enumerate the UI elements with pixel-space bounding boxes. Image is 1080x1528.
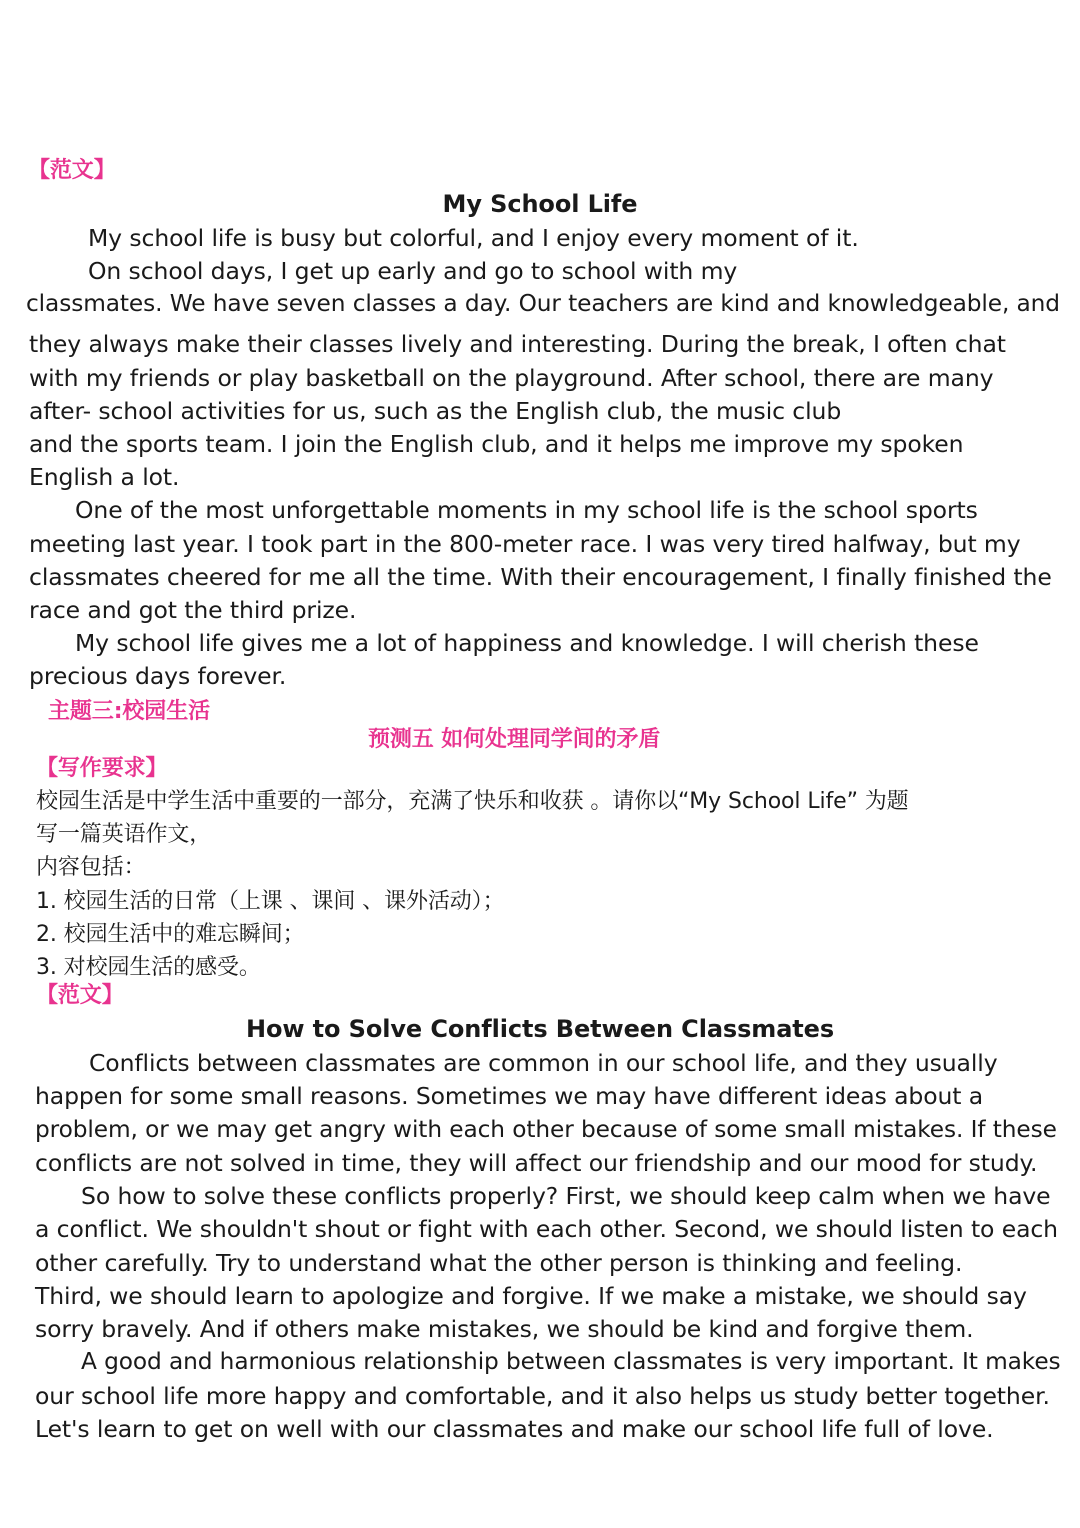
- essay-line: A good and harmonious relationship between classmates is very important. It makes: [81, 1348, 1061, 1375]
- requirement-line: 写一篇英语作文，: [36, 822, 212, 847]
- requirement-line: 内容包括：: [36, 855, 146, 880]
- essay-line: they always make their classes lively and interesting. During the break, I often chat: [29, 330, 1006, 358]
- essay-line: Let's learn to get on well with our classmates and make our school life full of love.: [35, 1415, 994, 1443]
- essay-line: a conflict. We shouldn't shout or fight with each other. Second, we should listen to each: [35, 1215, 1058, 1243]
- essay-line: So how to solve these conflicts properly? First, we should keep calm when we have: [81, 1182, 1051, 1210]
- essay-line: meeting last year. I took part in the 800-meter race. I was very tired halfway, but my: [29, 530, 1021, 558]
- essay-line: My school life is busy but colorful, and I enjoy every moment of it.: [88, 224, 859, 252]
- essay-line: race and got the third prize.: [29, 596, 357, 624]
- essay-line: conflicts are not solved in time, they will affect our friendship and our mood for study.: [35, 1149, 1038, 1177]
- essay-title: My School Life: [442, 190, 638, 218]
- sample-essay-tag: 【范文】: [28, 158, 116, 183]
- requirement-line: 3. 对校园生活的感受。: [36, 955, 261, 980]
- essay-line: English a lot.: [29, 463, 180, 491]
- essay-line: One of the most unforgettable moments in my school life is the school sports: [75, 496, 978, 524]
- essay-line: happen for some small reasons. Sometimes we may have different ideas about a: [35, 1082, 984, 1110]
- requirement-line: 2. 校园生活中的难忘瞬间；: [36, 922, 305, 947]
- essay-title: How to Solve Conflicts Between Classmates: [245, 1015, 835, 1043]
- essay-line: other carefully. Try to understand what the other person is thinking and feeling.: [35, 1249, 963, 1277]
- prediction-heading: 预测五 如何处理同学间的矛盾: [368, 727, 661, 752]
- essay-line: sorry bravely. And if others make mistakes, we should be kind and forgive them.: [35, 1315, 974, 1343]
- essay-line: classmates cheered for me all the time. With their encouragement, I finally finished the: [29, 563, 1052, 591]
- essay-line: our school life more happy and comfortable, and it also helps us study better together.: [35, 1382, 1050, 1410]
- essay-line: Third, we should learn to apologize and forgive. If we make a mistake, we should say: [35, 1282, 1027, 1310]
- essay-line: after- school activities for us, such as the English club, the music club: [29, 397, 842, 425]
- writing-requirements-tag: 【写作要求】: [36, 756, 168, 781]
- essay-line: Conflicts between classmates are common in our school life, and they usually: [89, 1049, 998, 1077]
- essay-line: with my friends or play basketball on the playground. After school, there are many: [29, 364, 994, 392]
- requirement-line: 校园生活是中学生活中重要的一部分，充满了快乐和收获 。请你以“My School Life” 为题: [36, 789, 909, 814]
- essay-line: problem, or we may get angry with each other because of some small mistakes. If these: [35, 1116, 1057, 1143]
- sample-essay-tag: 【范文】: [36, 983, 124, 1008]
- theme-label: 主题三:校园生活: [48, 699, 210, 724]
- essay-line: On school days, I get up early and go to school with my: [88, 257, 738, 285]
- essay-line: precious days forever.: [29, 662, 287, 690]
- essay-line: classmates. We have seven classes a day. Our teachers are kind and knowledgeable, and: [26, 290, 1060, 317]
- requirement-line: 1. 校园生活的日常（上课 、课间 、课外活动）；: [36, 889, 505, 914]
- essay-line: My school life gives me a lot of happiness and knowledge. I will cherish these: [75, 629, 979, 657]
- essay-line: and the sports team. I join the English club, and it helps me improve my spoken: [29, 430, 964, 458]
